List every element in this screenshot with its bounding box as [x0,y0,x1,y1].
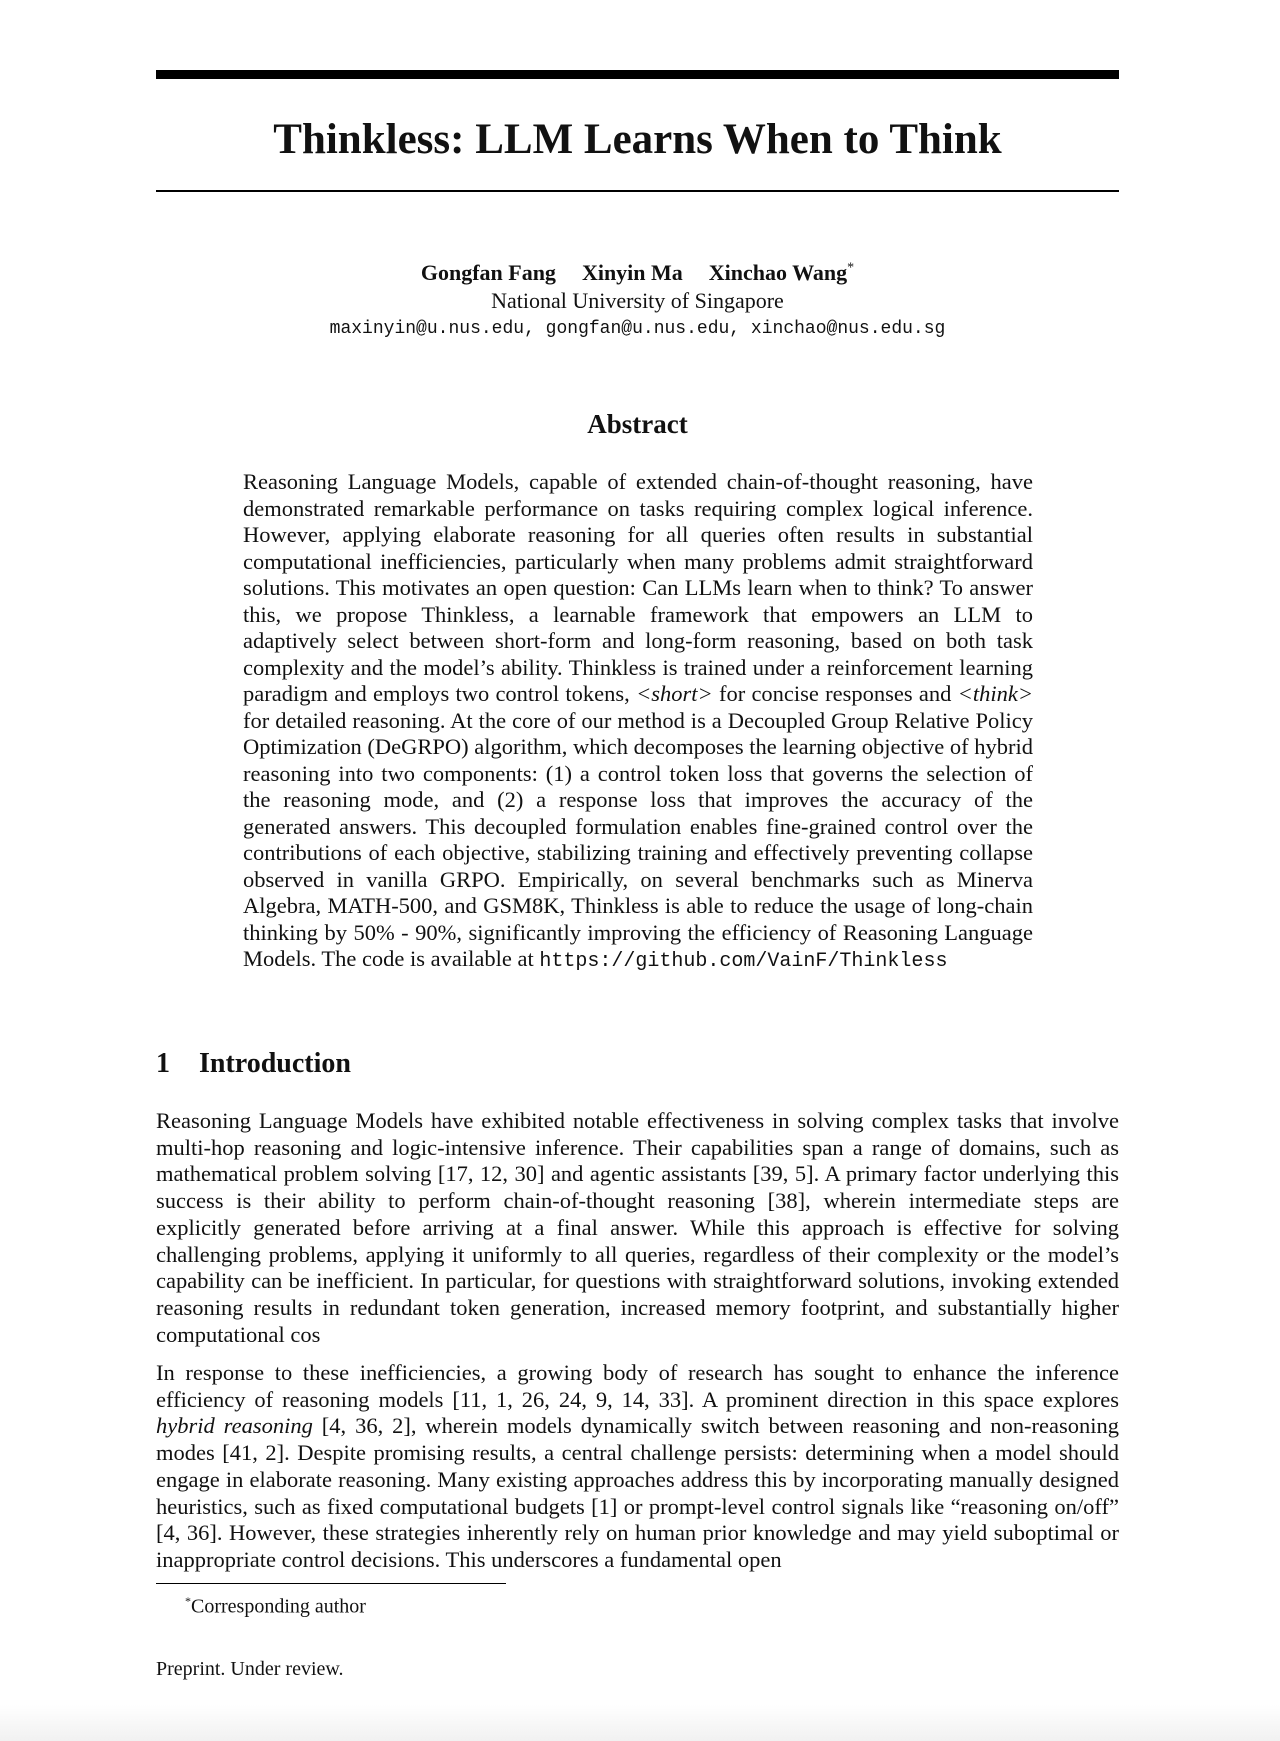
preprint-notice: Preprint. Under review. [156,1658,344,1680]
footnote-rule [156,1583,506,1584]
abstract-heading: Abstract [587,409,688,439]
author-name [709,260,854,285]
short-token: <short> [636,681,713,706]
page-bottom-shadow [0,1705,1280,1741]
intro-paragraph-2 [156,1360,1119,1574]
section-heading-introduction [156,1044,1119,1084]
author-name: Xinyin Ma [581,260,683,286]
author-name-text: Xinchao Wang [708,260,848,286]
section-number: 1 [156,1048,170,1079]
think-token: <think> [957,681,1033,706]
author-names [156,255,1119,287]
abstract-part: Reasoning Language Models, capable of extended chain-of-thought reasoning, have demonstrated remarkable performance on tasks requiring complex logical inference. However, applying elaborate reasoning for all queries often results in substantial computational inefficiencies, particularly when many problems admit straightforward solutions. This motivates an open question: Can LLMs learn when to think? To answer this, we propose Thinkless, a learnable framework that empowers an LLM to adaptively select between short-form and long-form reasoning, based on both task complexity and the model’s ability. Thinkless is trained under a reinforcement learning paradigm and employs two control tokens, [243,469,1033,706]
paragraph-part: [4, 36, 2], wherein models dynamically switch between reasoning and non-reasoning modes [41, 2]. Despite promising results, a central challenge persists: determining when a model should engage in elaborate reasoning. Many existing approaches address this by incorporating manually designed heuristics, such as fixed computational budgets [1] or prompt-level control signals like “reasoning on/off” [4, 36]. However, these strategies inherently rely on human prior knowledge and may yield suboptimal or inappropriate control decisions. This underscores a fundamental open [156,1413,1119,1572]
code-url: https://github.com/VainF/Thinkless [539,950,948,973]
section-title: Introduction [199,1048,351,1079]
title-top-rule [156,70,1119,79]
author-emails: maxinyin@u.nus.edu, gongfan@u.nus.edu, xinchao@nus.edu.sg [329,319,946,340]
title-bottom-rule [156,190,1119,192]
affiliation: National University of Singapore [491,288,784,314]
corresponding-mark: * [847,261,855,276]
italic-term: hybrid reasoning [156,1413,313,1439]
footnote-mark: * [185,1594,191,1608]
abstract-text [243,469,1033,976]
abstract-part: for detailed reasoning. At the core of our method is a Decoupled Group Relative Policy Optimization (DeGRPO) algorithm, which decomposes the learning objective of hybrid reasoning into two components: (1) a control token loss that governs the selection of the reasoning mode, and (2) a response loss that improves the accuracy of the generated answers. This decoupled formulation enables fine-grained control over the contributions of each objective, stabilizing training and effectively preventing collapse observed in vanilla GRPO. Empirically, on several benchmarks such as Minerva Algebra, MATH-500, and GSM8K, Thinkless is able to reduce the usage of long-chain thinking by 50% - 90%, significantly improving the efficiency of Reasoning Language Models. The code is available at [243,707,1033,971]
footnote-text: Corresponding author [191,1595,366,1618]
author-block [156,255,1119,343]
abstract-part: for concise responses and [712,681,958,706]
intro-paragraph-1: Reasoning Language Models have exhibited notable effectiveness in solving complex tasks that involve multi-hop reasoning and logic-intensive inference. Their capabilities span a range of domains, such as mathematical problem solving [17, 12, 30] and agentic assistants [39, 5]. A primary factor underlying this success is their ability to perform chain-of-thought reasoning [38], wherein intermediate steps are explicitly generated before arriving at a final answer. While this approach is effective for solving challenging problems, applying it uniformly to all queries, regardless of their complexity or the model’s capability can be inefficient. In particular, for questions with straightforward solutions, invoking extended reasoning results in redundant token generation, increased memory footprint, and substantially higher computational cos [156,1108,1119,1347]
paragraph-part: In response to these inefficiencies, a growing body of research has sought to enhance the inference efficiency of reasoning models [11, 1, 26, 24, 9, 14, 33]. A prominent direction in this space explores [156,1360,1119,1412]
paper-title: Thinkless: LLM Learns When to Think [273,116,1002,163]
author-name: Gongfan Fang [420,260,556,286]
footnote [185,1588,366,1620]
